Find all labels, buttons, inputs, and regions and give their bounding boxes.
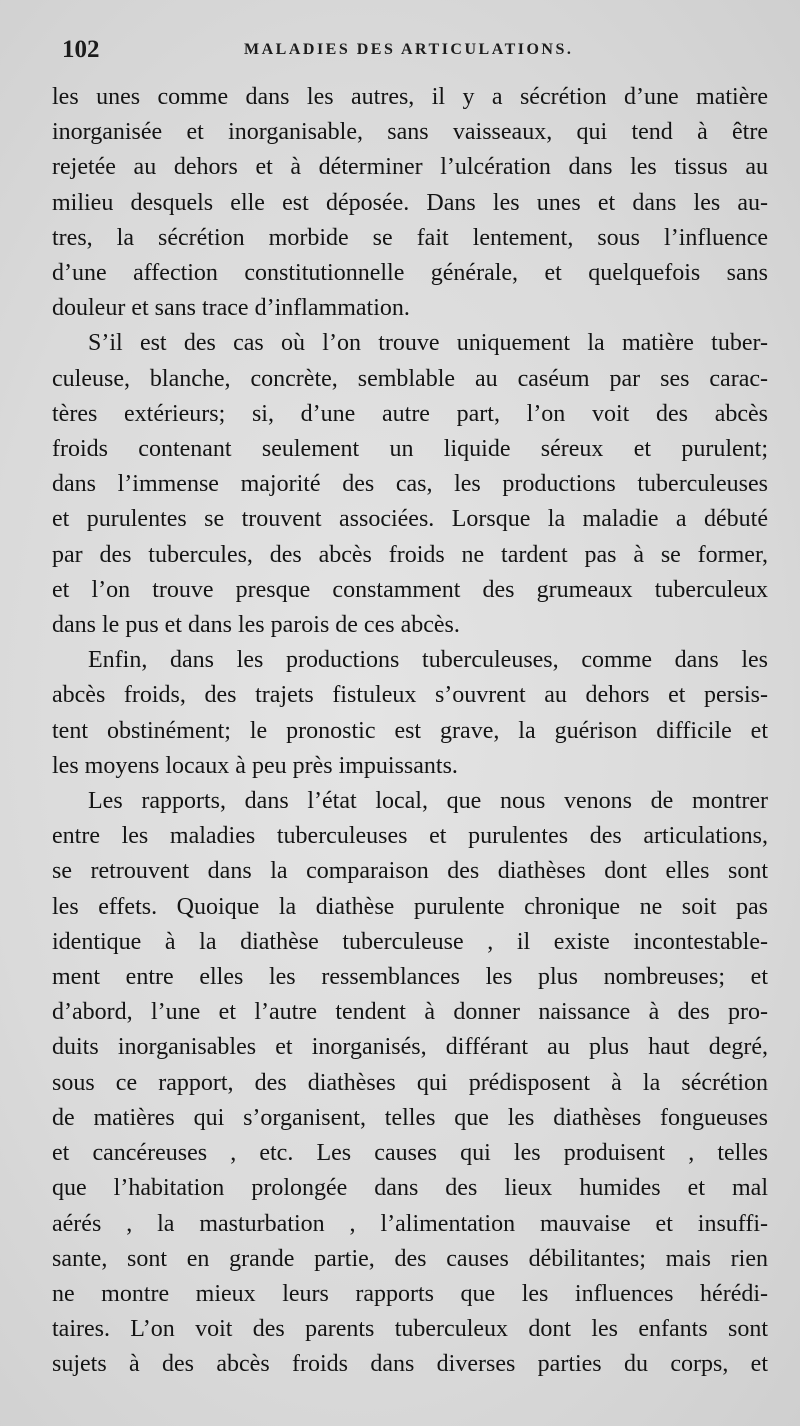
text-line: aérés , la masturbation , l’alimentation mauvaise et insuffi- xyxy=(52,1210,768,1237)
paragraph-1 xyxy=(52,80,768,326)
text-line: milieu desquels elle est déposée. Dans les unes et dans les au- xyxy=(52,189,768,216)
text-line: ment entre elles les ressemblances les plus nombreuses; et xyxy=(52,964,768,991)
text-line: se retrouvent dans la comparaison des diathèses dont elles sont xyxy=(52,858,768,885)
text-line: d’une affection constitutionnelle générale, et quelquefois sans xyxy=(52,260,768,287)
text-line: et l’on trouve presque constamment des grumeaux tuberculeux xyxy=(52,576,768,603)
text-line: et purulentes se trouvent associées. Lorsque la maladie a débuté xyxy=(52,506,768,533)
text-line: taires. L’on voit des parents tuberculeux dont les enfants sont xyxy=(52,1316,768,1343)
text-line: les moyens locaux à peu près impuissants. xyxy=(52,752,458,779)
paragraph-4 xyxy=(52,784,768,1382)
text-line: ne montre mieux leurs rapports que les influences hérédi- xyxy=(52,1280,768,1307)
text-line: de matières qui s’organisent, telles que les diathèses fongueuses xyxy=(52,1104,768,1131)
text-line: douleur et sans trace d’inflammation. xyxy=(52,295,410,322)
text-line: sous ce rapport, des diathèses qui prédisposent à la sécrétion xyxy=(52,1069,768,1096)
text-line: entre les maladies tuberculeuses et purulentes des articulations, xyxy=(52,823,768,850)
text-line: rejetée au dehors et à déterminer l’ulcération dans les tissus au xyxy=(52,154,768,181)
text-line: culeuse, blanche, concrète, semblable au caséum par ses carac- xyxy=(52,365,768,392)
body-text xyxy=(52,80,768,1383)
text-line: tères extérieurs; si, d’une autre part, l’on voit des abcès xyxy=(52,400,768,427)
text-line: froids contenant seulement un liquide séreux et purulent; xyxy=(52,436,768,463)
text-line: sante, sont en grande partie, des causes débilitantes; mais rien xyxy=(52,1245,768,1272)
text-line: S’il est des cas où l’on trouve uniquement la matière tuber- xyxy=(88,330,768,357)
paragraph-2 xyxy=(52,326,768,643)
paragraph-3 xyxy=(52,643,768,784)
text-line: Enfin, dans les productions tuberculeuses, comme dans les xyxy=(88,647,768,674)
text-line: dans le pus et dans les parois de ces abcès. xyxy=(52,612,460,639)
text-line: Les rapports, dans l’état local, que nous venons de montrer xyxy=(88,788,768,815)
text-line: sujets à des abcès froids dans diverses parties du corps, et xyxy=(52,1351,768,1378)
text-line: inorganisée et inorganisable, sans vaisseaux, qui tend à être xyxy=(52,119,768,146)
text-line: les unes comme dans les autres, il y a sécrétion d’une matière xyxy=(52,84,768,110)
text-line: les effets. Quoique la diathèse purulente chronique ne soit pas xyxy=(52,893,768,920)
text-line: duits inorganisables et inorganisés, différant au plus haut degré, xyxy=(52,1034,768,1061)
text-line: dans l’immense majorité des cas, les productions tuberculeuses xyxy=(52,471,768,498)
text-line: et cancéreuses , etc. Les causes qui les produisent , telles xyxy=(52,1140,768,1167)
running-head xyxy=(62,36,770,72)
text-line: que l’habitation prolongée dans des lieux humides et mal xyxy=(52,1175,768,1202)
page-number: 102 xyxy=(62,36,100,63)
text-line: d’abord, l’une et l’autre tendent à donner naissance à des pro- xyxy=(52,999,768,1026)
text-line: tres, la sécrétion morbide se fait lentement, sous l’influence xyxy=(52,224,768,251)
text-line: abcès froids, des trajets fistuleux s’ouvrent au dehors et persis- xyxy=(52,682,768,709)
text-line: par des tubercules, des abcès froids ne tardent pas à se former, xyxy=(52,541,768,568)
text-line: identique à la diathèse tuberculeuse , il existe incontestable- xyxy=(52,928,768,955)
text-line: tent obstinément; le pronostic est grave, la guérison difficile et xyxy=(52,717,768,744)
running-title: MALADIES DES ARTICULATIONS. xyxy=(244,41,574,58)
